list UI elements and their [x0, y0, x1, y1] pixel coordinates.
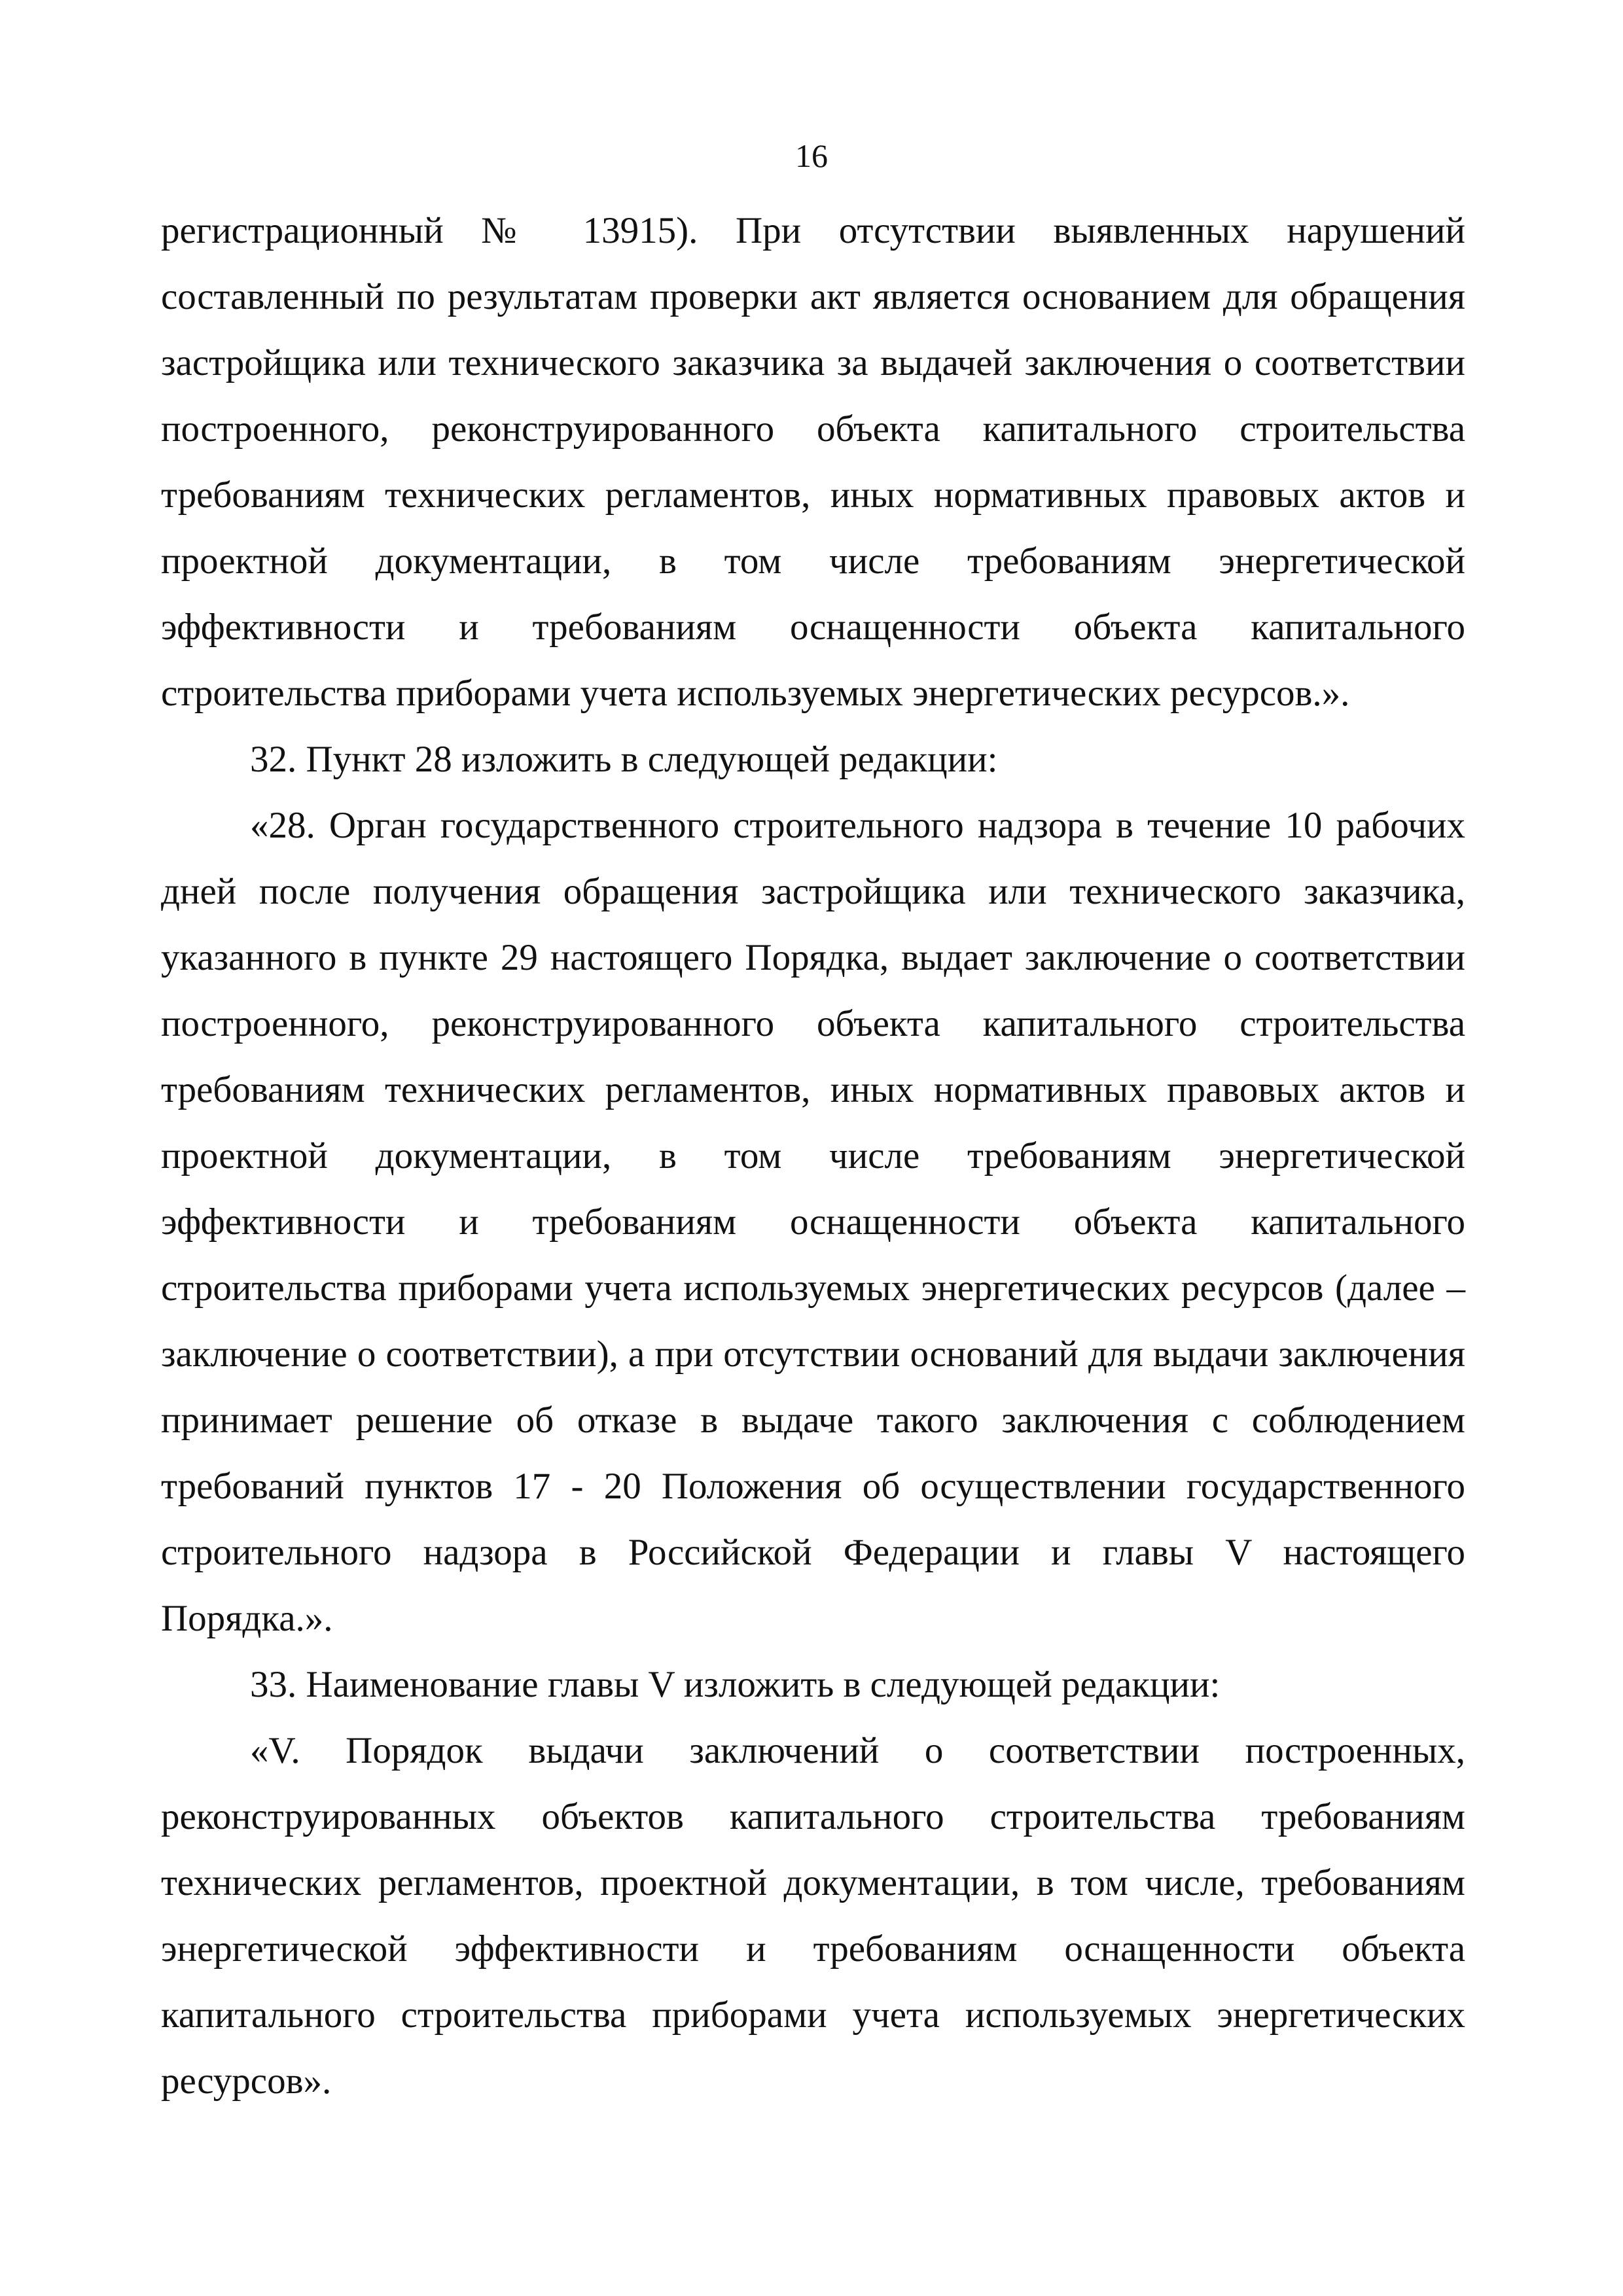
paragraph-chapter-v-title: «V. Порядок выдачи заключений о соответствии построенных, реконструированных объектов капитального строительства требованиям технических регламентов, проектной документации, в том числе, требованиям энергетической эффективности и требованиям оснащенности объекта капитального строительства приборами учета используемых энергетических ресурсов». — [161, 1730, 1465, 2102]
document-body — [161, 198, 1465, 2114]
paragraph-item-33: 33. Наименование главы V изложить в следующей редакции: — [250, 1664, 1221, 1705]
paragraph-item-32: 32. Пункт 28 изложить в следующей редакции: — [250, 739, 998, 780]
paragraph-continuation: регистрационный № 13915). При отсутствии выявленных нарушений составленный по результатам проверки акт является основанием для обращения застройщика или технического заказчика за выдачей заключения о соответствии построенного, реконструированного объекта капитального строительства требованиям технических регламентов, иных нормативных правовых актов и проектной документации, в том числе требованиям энергетической эффективности и требованиям оснащенности объекта капитального строительства приборами учета используемых энергетических ресурсов.». — [161, 210, 1465, 714]
page-number: 16 — [795, 137, 828, 174]
paragraph-point-28-text: «28. Орган государственного строительного надзора в течение 10 рабочих дней после получения обращения застройщика или технического заказчика, указанного в пункте 29 настоящего Порядка, выдает заключение о соответствии построенного, реконструированного объекта капитального строительства требованиям технических регламентов, иных нормативных правовых актов и проектной документации, в том числе требованиям энергетической эффективности и требованиям оснащенности объекта капитального строительства приборами учета используемых энергетических ресурсов (далее – заключение о соответствии), а при отсутствии оснований для выдачи заключения принимает решение об отказе в выдаче такого заключения с соблюдением требований пунктов 17 - 20 Положения об осуществлении государственного строительного надзора в Российской Федерации и главы V настоящего Порядка.». — [161, 805, 1465, 1639]
